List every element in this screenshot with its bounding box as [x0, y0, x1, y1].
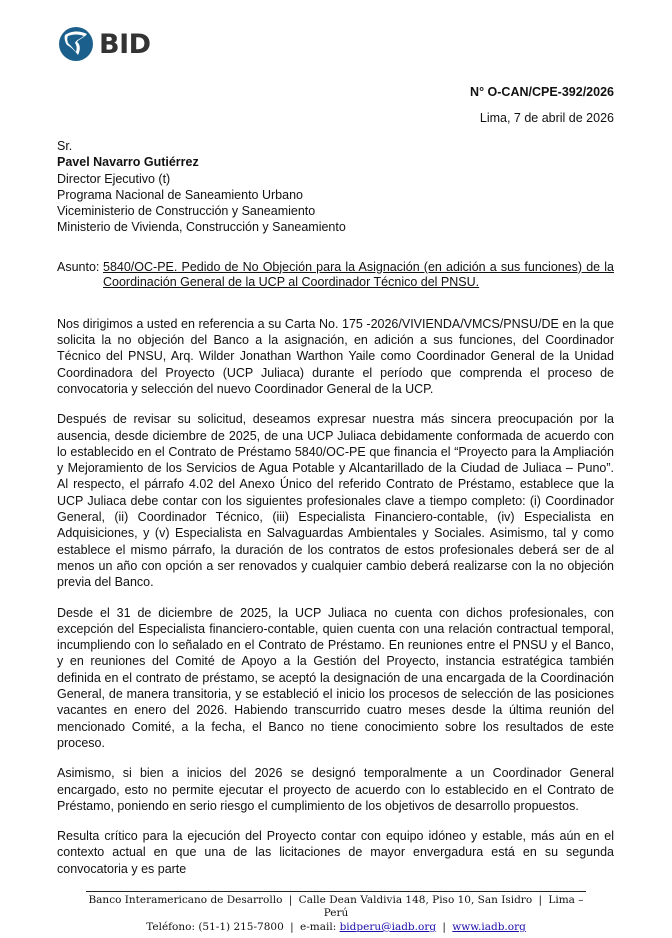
recipient-ministry: Ministerio de Vivienda, Construcción y Saneamiento — [57, 220, 346, 235]
footer-separator: | — [538, 893, 543, 906]
footer-separator: | — [442, 920, 446, 933]
recipient-organization: Programa Nacional de Saneamiento Urbano — [57, 187, 303, 202]
footer-contact-line — [86, 921, 586, 935]
footer-city: Lima – Perú — [323, 893, 584, 920]
letter-date: Lima, 7 de abril de 2026 — [479, 111, 614, 125]
logo-text: BID — [99, 28, 151, 60]
body-paragraph: Nos dirigimos a usted en referencia a su Carta No. 175 -2026/VIVIENDA/VMCS/PNSU/DE en la que solicita la no objeción del Banco a la asignación, en adición a sus funciones, del Coordinador Técnico del PNSU, Arq. Wilder Jonathan Warthon Yaile como Coordinador General de la Unidad Coordinadora del Proyecto (UCP Juliaca) durante el período que comprenda el proceso de convocatoria y selección del nuevo Coordinador General de la UCP. — [57, 316, 614, 396]
recipient-salutation: Sr. — [57, 139, 73, 153]
body-paragraph: Resulta crítico para la ejecución del Proyecto contar con equipo idóneo y estable, más aún en el contexto actual en que una de las licitaciones de mayor envergadura está en su segunda convocatoria y es parte — [57, 829, 614, 876]
reference-block — [57, 84, 614, 126]
bid-logo — [57, 24, 614, 64]
footer-email-label: e-mail: — [300, 920, 337, 933]
body-paragraph: Desde el 31 de diciembre de 2025, la UCP Juliaca no cuenta con dichos profesionales, con excepción del Especialista financiero-contable, quien cuenta con una relación contractual temporal, incumpliendo con lo señalado en el Contrato de Préstamo. En reuniones entre el PNSU y el Banco, y en reuniones del Comité de Apoyo a la Gestión del Proyecto, instancia estratégica también definida en el contrato de préstamo, se aceptó la designación de una encargada de la Coordinación General, de manera transitoria, y se estableció el inicio los procesos de selección de las posiciones vacantes en enero del 2026. Habiendo transcurrido cuatro meses desde la última reunión del mencionado Comité, a la fecha, el Banco no tiene conocimiento sobre los resultados de este proceso. — [57, 605, 614, 750]
subject-text: 5840/OC-PE. Pedido de No Objeción para la Asignación (en adición a sus funciones) de la Coordinación General de la UCP al Coordinador Técnico del PNSU. — [103, 259, 614, 289]
footer-institution: Banco Interamericano de Desarrollo — [88, 893, 283, 906]
subject-line — [57, 260, 614, 290]
footer-separator: | — [288, 893, 293, 906]
americas-globe-icon — [57, 25, 95, 63]
body-paragraph: Asimismo, si bien a inicios del 2026 se designó temporalmente a un Coordinador General encargado, esto no permite ejecutar el proyecto de acuerdo con lo establecido en el Contrato de Préstamo, poniendo en serio riesgo el cumplimiento de los objetivos de desarrollo propuestos. — [57, 766, 614, 813]
footer-website-link[interactable]: www.iadb.org — [452, 920, 526, 933]
footer-address-line — [86, 894, 586, 921]
recipient-name: Pavel Navarro Gutiérrez — [57, 155, 199, 170]
footer-address: Calle Dean Valdivia 148, Piso 10, San Isidro — [298, 893, 533, 906]
recipient-block — [57, 138, 614, 236]
footer-separator: | — [290, 920, 294, 933]
subject-label: Asunto: — [57, 259, 100, 274]
recipient-vice-ministry: Viceministerio de Construcción y Saneamiento — [57, 204, 316, 219]
letter-footer — [86, 891, 586, 938]
letter-body — [57, 316, 614, 877]
recipient-title: Director Ejecutivo (t) — [57, 171, 171, 186]
body-paragraph: Después de revisar su solicitud, deseamos expresar nuestra más sincera preocupación por la ausencia, desde diciembre de 2025, de una UCP Juliaca debidamente conformada de acuerdo con lo establecido en el Contrato de Préstamo 5840/OC-PE que financia el “Proyecto para la Ampliación y Mejoramiento de los Servicios de Agua Potable y Alcantarillado de la Ciudad de Juliaca – Puno”. Al respecto, el párrafo 4.02 del Anexo Único del referido Contrato de Préstamo, establece que la UCP Juliaca debe contar con los siguientes profesionales clave a tiempo completo: (i) Coordinador General, (ii) Coordinador Técnico, (iii) Especialista Financiero-contable, (iv) Especialista en Adquisiciones, y (v) Especialista en Salvaguardas Ambientales y Sociales. Asimismo, tal y como establece el mismo párrafo, la duración de los contratos de estos profesionales deberá ser de al menos un año con opción a ser renovados y cualquier cambio deberá realizarse con la no objeción previa del Banco. — [57, 412, 614, 590]
footer-phone: Teléfono: (51-1) 215-7800 — [146, 920, 284, 933]
reference-number: N° O-CAN/CPE-392/2026 — [470, 85, 614, 99]
footer-email-link[interactable]: bidperu@iadb.org — [339, 920, 437, 933]
